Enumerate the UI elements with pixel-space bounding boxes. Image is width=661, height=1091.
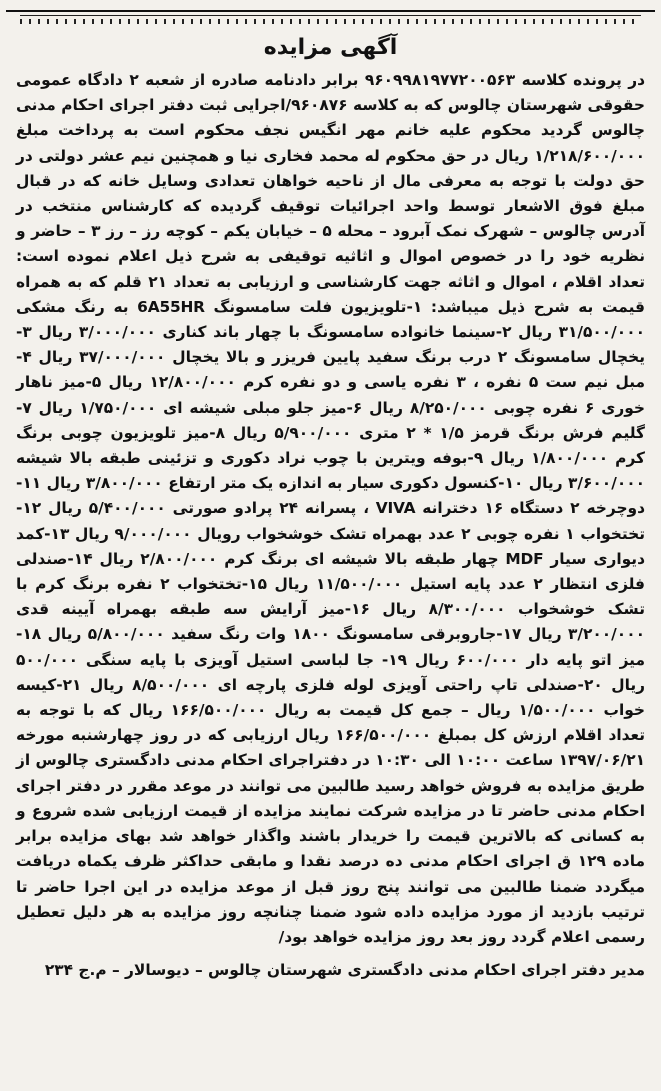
auction-notice <box>6 10 655 1084</box>
notice-body <box>16 68 645 950</box>
decorative-border <box>20 15 641 28</box>
notice-signature: مدیر دفتر اجرای احکام مدنی دادگستری شهرستان چالوس – دیوسالار – م.ج ۲۳۴ <box>44 961 645 980</box>
notice-title: آگهی مزایده <box>263 35 398 60</box>
notice-body-text: در پرونده کلاسه ۹۶۰۹۹۸۱۹۷۷۲۰۰۵۶۳ برابر دادنامه صادره از شعبه ۲ دادگاه عمومی حقوقی شهرستان چالوس که به کلاسه ۹۶۰۸۷۶/اجرایی ثبت دفتر اجرای احکام مدنی چالوس گردید محکوم علیه خانم مهر انگیس نجف محکوم است به پرداخت مبلغ ۱/۲۱۸/۶۰۰/۰۰۰ ریال در حق محکوم له محمد فخاری نیا و همچنین نیم عشر دولتی در حق دولت با توجه به معرفی مال از ناحیه خواهان تعدادی وسایل خانه که در قبال مبلغ فوق الاشعار توسط واحد اجرائیات توقیف گردیده که کارشناس منتخب در آدرس چالوس – شهرک نمک آبرود – محله ۵ – خیابان یکم – کوچه رز – رز ۳ – حاضر و نظریه خود را در خصوص اموال و اثاثیه توقیفی به شرح ذیل اعلام نموده است: تعداد اقلام ، اموال و اثاثه جهت کارشناسی و ارزیابی به تعداد ۲۱ قلم که به همراه قیمت به شرح ذیل میباشد: ۱-تلویزیون فلت سامسونگ 6A55HR به رنگ مشکی ۳۱/۵۰۰/۰۰۰ ریال ۲-سینما خانواده سامسونگ با چهار باند کناری ۳/۰۰۰/۰۰۰ ریال ۳-یخچال سامسونگ ۲ درب برنگ سفید پایین فریزر و بالا یخچال ۳۷/۰۰۰/۰۰۰ ریال ۴-مبل نیم ست ۵ نفره ، ۳ نفره یاسی و دو نفره کرم ۱۲/۸۰۰/۰۰۰ ریال ۵-میز ناهار خوری ۶ نفره چوبی ۸/۲۵۰/۰۰۰ ریال ۶-میز جلو مبلی شیشه ای ۱/۷۵۰/۰۰۰ ریال ۷-گلیم فرش برنگ قرمز ۱/۵ * ۲ متری ۵/۹۰۰/۰۰۰ ریال ۸-میز تلویزیون چوبی برنگ کرم ۱/۸۰۰/۰۰۰ ریال ۹-بوفه ویترین با چوب نراد دکوری و تزئینی طبقه بالا شیشه ۳/۶۰۰/۰۰۰ ریال ۱۰-کنسول دکوری سیار به اندازه یک متر ارتفاع ۳/۸۰۰/۰۰۰ ریال ۱۱-دوچرخه ۲ دستگاه ۱۶ دخترانه VIVA ، پسرانه ۲۴ پرادو صورتی ۵/۴۰۰/۰۰۰ ریال ۱۲-تختخواب ۱ نفره چوبی ۲ عدد بهمراه تشک خوشخواب رویال ۹/۰۰۰/۰۰۰ ریال ۱۳-کمد دیواری سیار MDF چهار طبقه بالا شیشه ای برنگ کرم ۲/۸۰۰/۰۰۰ ریال ۱۴-صندلی فلزی انتظار ۲ عدد پایه استیل ۱۱/۵۰۰/۰۰۰ ریال ۱۵-تختخواب ۲ نفره برنگ کرم با تشک خوشخواب ۸/۳۰۰/۰۰۰ ریال ۱۶-میز آرایش سه طبقه بهمراه آیینه قدی ۳/۲۰۰/۰۰۰ ریال ۱۷-جاروبرقی سامسونگ ۱۸۰۰ وات رنگ سفید ۵/۸۰۰/۰۰۰ ریال ۱۸-میز اتو پایه دار ۶۰۰/۰۰۰ ریال ۱۹- جا لباسی استیل آویزی با پایه سنگی ۵۰۰/۰۰۰ ریال ۲۰-صندلی تاپ راحتی آویزی لوله فلزی پارچه ای ۸/۵۰۰/۰۰۰ ریال ۲۱-کیسه خواب ۱/۵۰۰/۰۰۰ ریال – جمع کل قیمت به ریال ۱۶۶/۵۰۰/۰۰۰ ریال که با توجه به تعداد اقلام ارزش کل بمبلغ ۱۶۶/۵۰۰/۰۰۰ ریال ارزیابی که در روز چهارشنبه مورخه ۱۳۹۷/۰۶/۲۱ ساعت ۱۰:۰۰ الی ۱۰:۳۰ در دفتراجرای احکام مدنی دادگستری چالوس از طریق مزایده به فروش خواهد رسید طالبین می توانند در موعد مقرر در دفتر اجرای احکام مدنی حاضر تا در مزایده شرکت نمایند مزایده از قیمت ارزیابی شده شروع و به کسانی که بالاترین قیمت را خریدار باشند واگذار خواهد شد بهای مزایده برابر ماده ۱۲۹ ق اجرای احکام مدنی ده درصد نقدا و مابقی حداکثر ظرف یکماه دریافت میگردد ضمنا طالبین می توانند پنج روز قبل از موعد مزایده در این اجرا حاضر تا ترتیب بازدید از مورد مزایده داده شود ضمنا چنانچه روز مزایده به هر دلیل تعطیل رسمی اعلام گردد روز بعد روز مزایده خواهد بود/ <box>16 71 646 946</box>
